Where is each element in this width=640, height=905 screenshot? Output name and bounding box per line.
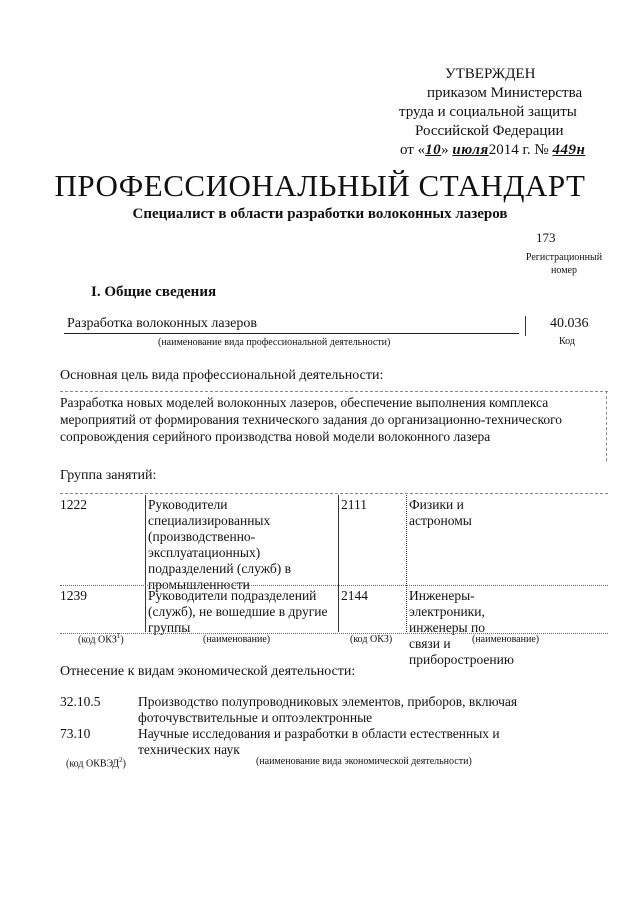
goal-line: мероприятий от формирования технического задания до организационно-технического (60, 412, 563, 427)
occupation-name-line: приборостроению (409, 652, 514, 667)
occupation-name-line: Руководители подразделений (148, 588, 317, 603)
okved-code: 32.10.5 (60, 694, 101, 709)
okved-code: 73.10 (60, 726, 91, 741)
approval-title: УТВЕРЖДЕН (445, 66, 536, 82)
date-day-handwritten: 10 (425, 142, 442, 158)
table-column-divider (406, 495, 407, 632)
approval-date-line (400, 142, 585, 159)
approval-line-labor: труда и социальной защиты (399, 104, 577, 120)
goal-line: сопровождения серийного производства новой модели волоконного лазера (60, 429, 491, 444)
occupation-name-cell (148, 497, 338, 593)
occupation-code-cell: 2111 (341, 497, 367, 512)
okz-code-caption-2: (код ОКЗ) (350, 634, 393, 645)
document-title: ПРОФЕССИОНАЛЬНЫЙ СТАНДАРТ (54, 168, 586, 203)
activity-name: Разработка волоконных лазеров (67, 316, 257, 331)
occupation-group-heading: Группа занятий: (60, 468, 157, 483)
table-column-divider (338, 495, 339, 632)
goal-heading: Основная цель вида профессиональной деятельности: (60, 368, 384, 383)
occupation-name-caption-2: (наименование) (472, 634, 540, 645)
section-heading: I. Общие сведения (91, 284, 217, 300)
okved-name-caption: (наименование вида экономической деятельности) (256, 756, 472, 767)
activity-code: 40.036 (550, 316, 589, 331)
occupation-name-line: Руководители (148, 497, 228, 512)
okved-name-line: Научные исследования и разработки в области естественных и (138, 726, 500, 741)
okved-name-line: технических наук (138, 742, 240, 757)
occupation-table-top-border (60, 493, 608, 494)
okved-name (138, 726, 500, 758)
occupation-code-cell: 2144 (341, 588, 368, 603)
activity-name-caption: (наименование вида профессиональной деятельности) (158, 337, 391, 348)
occupation-name-cell (148, 588, 348, 636)
okved-name-line: Производство полупроводниковых элементов, приборов, включая (138, 694, 518, 709)
date-prefix: от « (400, 142, 426, 158)
occupation-code-cell: 1239 (60, 588, 87, 603)
document-subtitle: Специалист в области разработки волоконных лазеров (132, 206, 508, 222)
okved-code-caption: (код ОКВЭД$^2$) (66, 756, 126, 770)
okved-name (138, 694, 517, 726)
goal-box-top-border (60, 391, 608, 392)
occupation-name-line: эксплуатационных) (148, 545, 261, 560)
occupation-name-line: Инженеры-электроники, (409, 588, 485, 619)
approval-line-federation: Российской Федерации (415, 123, 564, 139)
activity-code-label: Код (559, 336, 575, 347)
occupation-name-line: группы (148, 620, 191, 635)
economic-activity-heading: Отнесение к видам экономической деятельности: (60, 664, 356, 679)
registration-label-line2: номер (551, 265, 577, 276)
activity-underline (64, 333, 519, 334)
occupation-code-cell: 1222 (60, 497, 87, 512)
goal-text (60, 394, 608, 445)
approval-line-ministry: приказом Министерства (427, 85, 583, 101)
registration-number: 173 (536, 230, 556, 245)
goal-line: Разработка новых моделей волоконных лазеров, обеспечение выполнения комплекса (60, 395, 549, 410)
code-bracket (525, 316, 532, 336)
occupation-name-line: специализированных (148, 513, 271, 528)
table-row-divider (60, 585, 608, 586)
date-year: 2014 г. № (488, 142, 549, 158)
occupation-name-cell (409, 497, 472, 529)
occupation-name-line: Физики и астрономы (409, 497, 472, 528)
occupation-name-caption: (наименование) (203, 634, 271, 645)
occupation-name-line: промышленности (148, 577, 250, 592)
occupation-name-line: (производственно- (148, 529, 256, 544)
okved-name-line: фоточувствительные и оптоэлектронные (138, 710, 373, 725)
okz-code-caption: (код ОКЗ$^1$) (78, 632, 124, 646)
registration-label (518, 251, 610, 277)
date-mid: » (441, 142, 449, 158)
occupation-name-cell (409, 588, 514, 668)
occupation-name-line: (служб), не вошедшие в другие (148, 604, 328, 619)
occupation-name-line: инженеры по связи и (409, 620, 485, 651)
order-number-handwritten: 449н (552, 142, 586, 158)
date-month-handwritten: июля (452, 142, 489, 158)
registration-label-line1: Регистрационный (525, 252, 603, 263)
table-column-divider (145, 495, 146, 632)
occupation-name-line: подразделений (служб) в (148, 561, 291, 576)
